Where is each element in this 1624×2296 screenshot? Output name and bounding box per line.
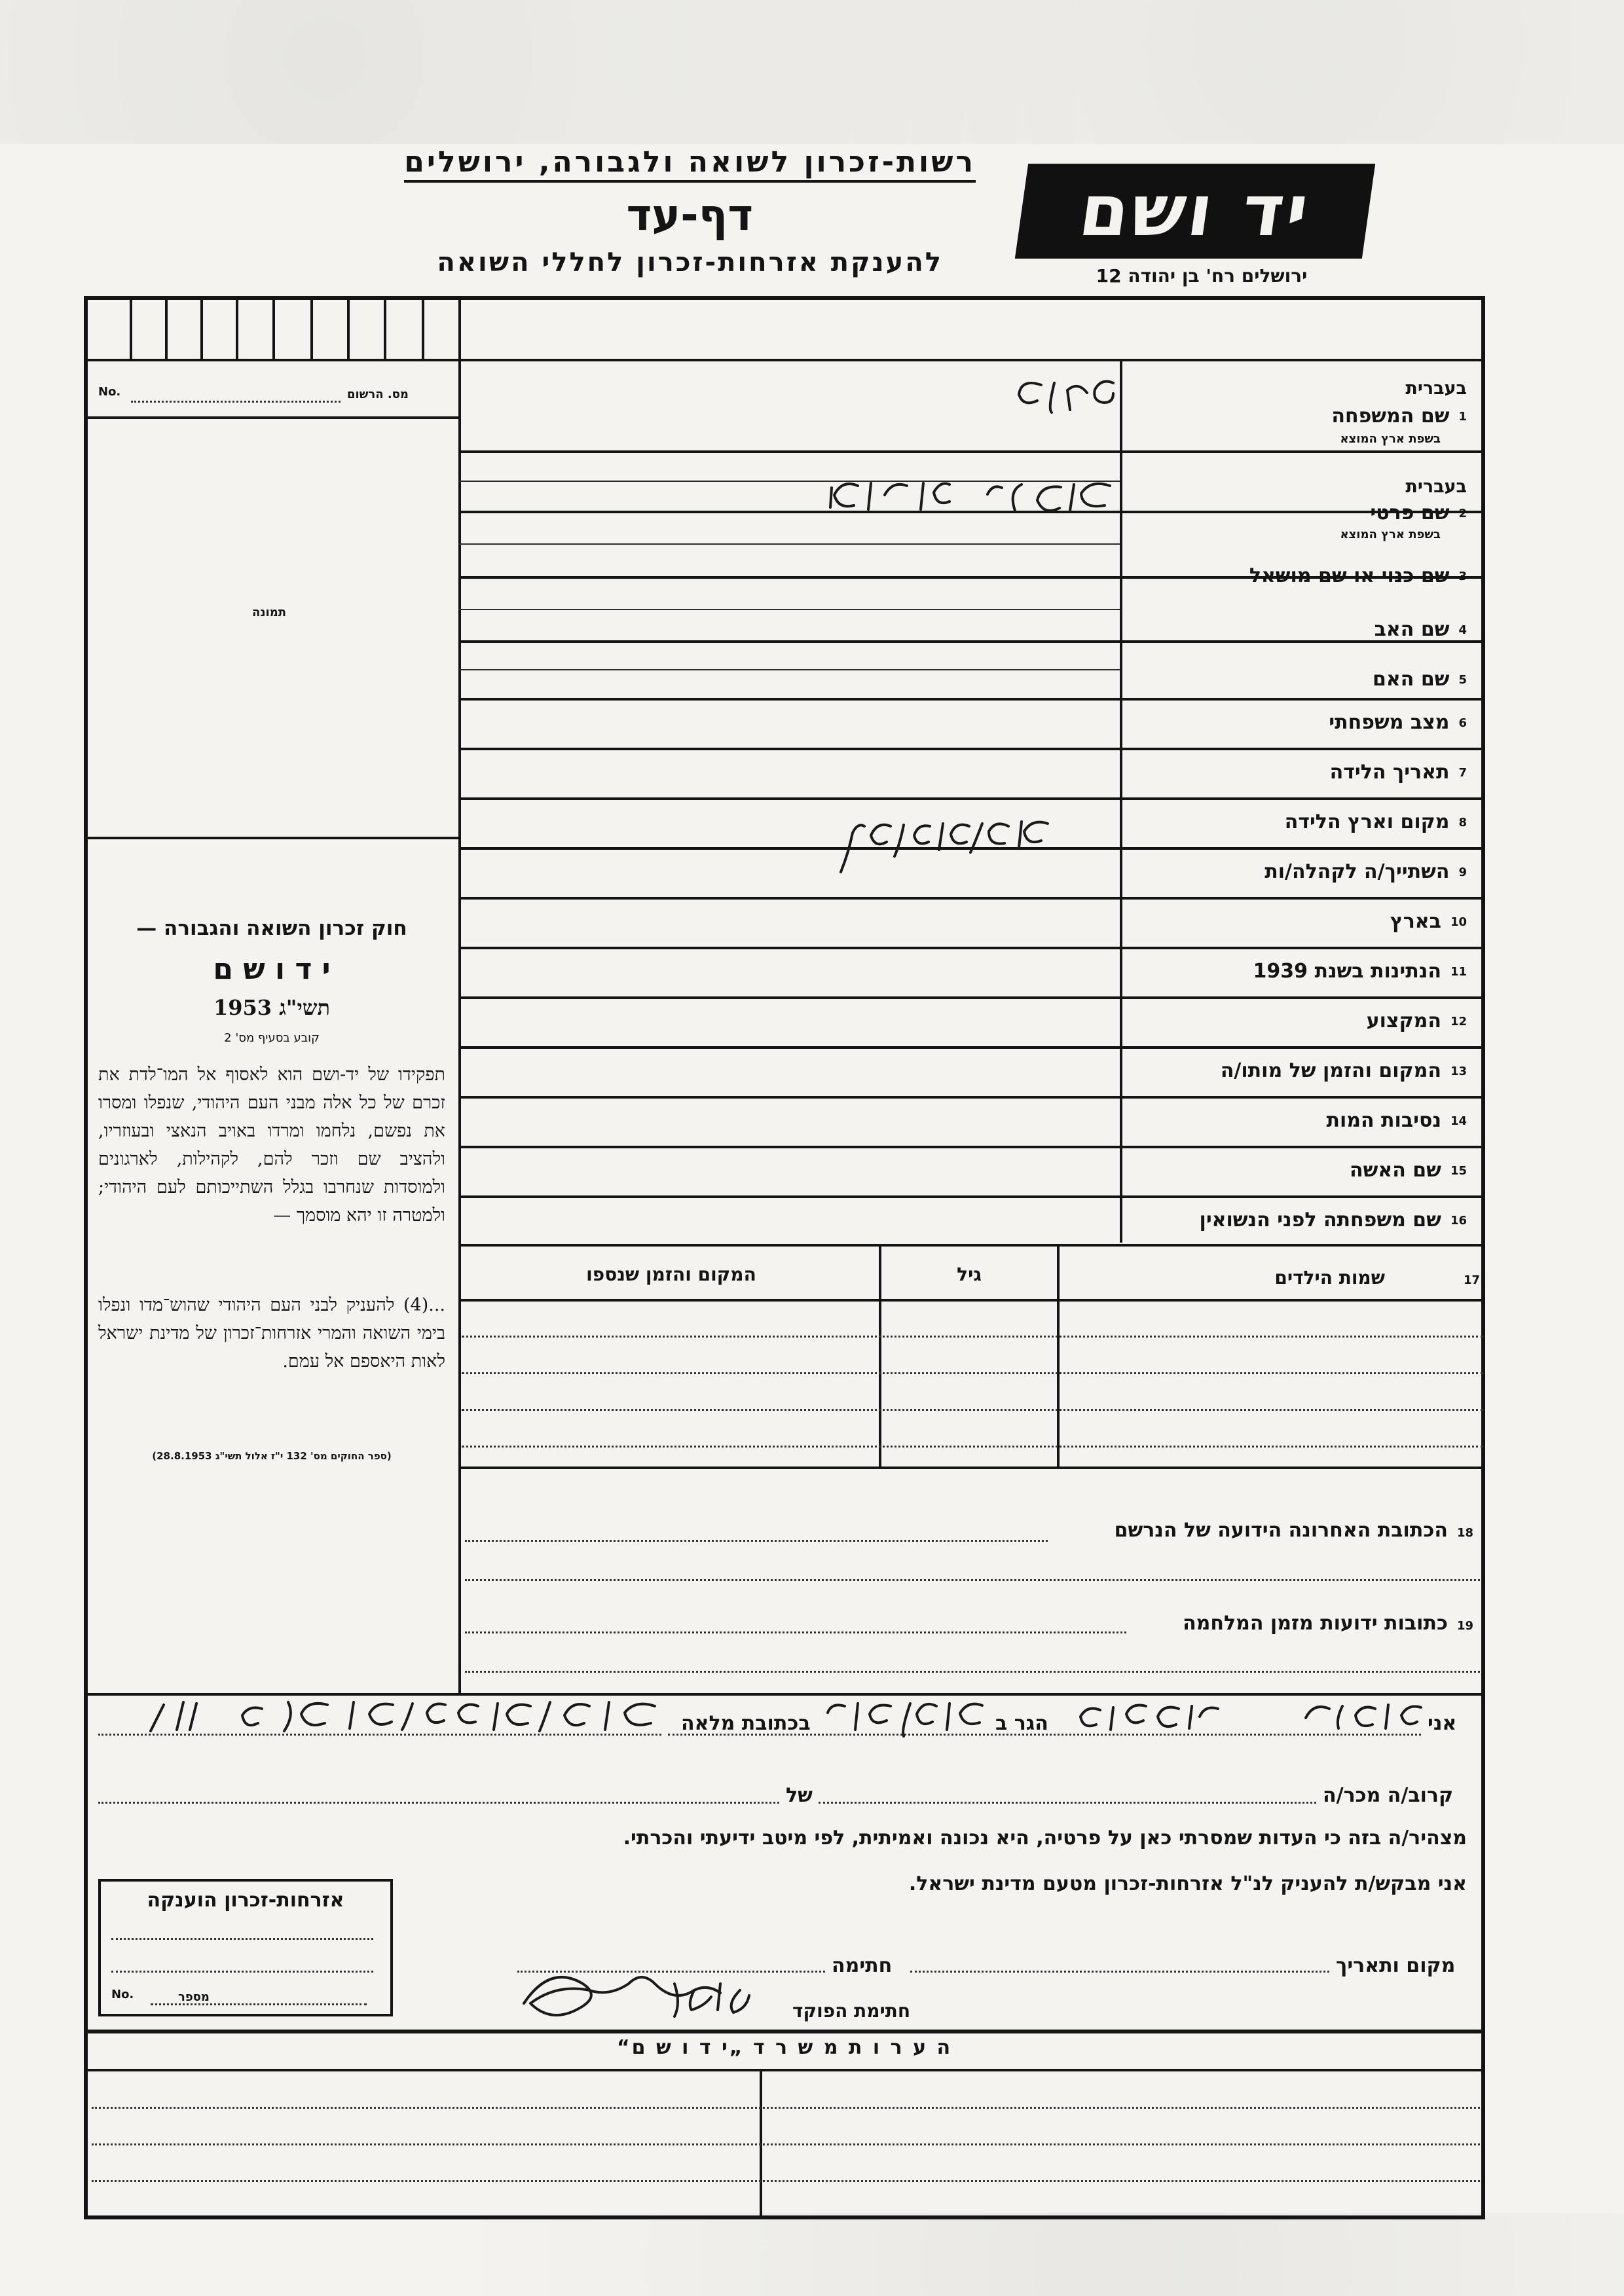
decl-relative: קרוב/ה מכר/ה <box>1323 1784 1454 1807</box>
law-paragraph-2: ...(4) להעניק לבני העם היהודי שהוש־מדו ונפלו בימי השואה והמרי אזרחות־זכרון של מדינת ישראל לאות היאספם אל עמם. <box>98 1295 445 1372</box>
field-number: 7 <box>1458 766 1467 780</box>
decl-ani: אני <box>1428 1712 1457 1735</box>
law-source: (ספר החוקים מס' 132 י"ז אלול תשי"ג 28.8.1953) <box>152 1450 392 1462</box>
field-label: מקום וארץ הלידה <box>1284 811 1450 833</box>
decl-gar: הגר ב <box>995 1712 1048 1735</box>
field-label: שם כנוי או שם מושאל <box>1249 564 1450 587</box>
field-label: שם האם <box>1373 668 1450 691</box>
handwriting-surname <box>1019 382 1113 412</box>
field-number: 3 <box>1458 570 1467 583</box>
field-label: כתובות ידועות מזמן המלחמה <box>1183 1612 1448 1635</box>
field-label: נסיבות המות <box>1326 1109 1441 1132</box>
page-title: דף-עד <box>626 190 753 240</box>
decl-request: אני מבקש/ת להעניק לנ"ל אזרחות-זכרון מטעם מדינת ישראל. <box>908 1872 1467 1895</box>
field-label: בארץ <box>1390 910 1441 933</box>
photo-label: תמונה <box>252 606 287 619</box>
field-label: המקום והזמן של מותו/ה <box>1220 1059 1441 1082</box>
field-number: 5 <box>1458 673 1467 687</box>
field-label: שם האב <box>1374 618 1450 641</box>
field-label: הנתינות בשנת 1939 <box>1253 960 1441 983</box>
field-label: מצב משפחתי <box>1329 711 1450 734</box>
office-remarks-title: ה ע ר ו ת מ ש ר ד „י ד ו ש ם“ <box>616 2036 953 2059</box>
citizenship-no: No. <box>111 1988 134 2001</box>
foreign-label: בשפת ארץ המוצא <box>1340 528 1441 541</box>
field-number: 6 <box>1458 716 1467 730</box>
field-number: 2 <box>1458 507 1467 520</box>
field-label: הכתובת האחרונה הידועה של הנרשם <box>1114 1519 1448 1542</box>
field-label: שם האשה <box>1350 1159 1441 1182</box>
children-header-age: גיל <box>957 1264 982 1285</box>
label-surname-hebrew: בעברית <box>1405 378 1467 399</box>
field-number: 4 <box>1458 623 1467 637</box>
law-clause: קובע בסעיף מס' 2 <box>224 1031 320 1045</box>
label-firstname-hebrew: בעברית <box>1405 477 1467 497</box>
authority-heading: רשות-זכרון לשואה ולגבורה, ירושלים <box>404 145 976 183</box>
field-number: 11 <box>1450 965 1467 979</box>
handwriting-declarant <box>151 1702 1421 1736</box>
field-label: שם משפחתה לפני הנשואין <box>1199 1209 1441 1231</box>
field-label: שם המשפחה <box>1331 405 1450 428</box>
registry-no-label: No. <box>98 385 121 399</box>
logo-text: יד ושם <box>1074 170 1316 252</box>
field-number: 18 <box>1456 1526 1473 1540</box>
field-number: 9 <box>1458 866 1467 879</box>
field-label: המקצוע <box>1366 1010 1441 1032</box>
logo-address: ירושלים רח' בן יהודה 12 <box>1096 265 1308 287</box>
handwriting-community <box>841 822 1048 872</box>
col-names: שמות הילדים <box>1274 1267 1385 1288</box>
handwriting-signature <box>524 1977 749 2016</box>
law-year: תשי"ג 1953 <box>213 995 330 1020</box>
field-label: השתייך/ה לקהלה/ות <box>1264 860 1450 883</box>
field-number: 8 <box>1458 816 1467 829</box>
law-name: י ד ו ש ם <box>213 953 331 986</box>
field-number: 17 <box>1463 1273 1480 1287</box>
foreign-label: בשפת ארץ המוצא <box>1340 432 1441 446</box>
decl-address: בכתובת מלאה <box>681 1712 811 1735</box>
children-header-place: המקום והזמן שנספו <box>586 1264 756 1285</box>
decl-of: של <box>786 1784 813 1807</box>
field-number: 19 <box>1456 1619 1473 1633</box>
page-subtitle: להענקת אזרחות-זכרון לחללי השואה <box>437 247 943 278</box>
place-date-label: מקום ותאריך <box>1336 1954 1456 1977</box>
officer-signature-label: חתימת הפוקד <box>792 2000 911 2022</box>
field-number: 16 <box>1450 1214 1467 1228</box>
handwriting-firstname <box>830 483 1110 511</box>
field-label: שם פרטי <box>1370 501 1450 524</box>
law-paragraph-1: תפקידו של יד-ושם הוא לאסוף אל המו־לדת את זכרם של כל אלה מבני העם היהודי, שנפלו ומסרו את נפשם, נלחמו ומרדו באויב הנאצי ובעוזריו, ולהציב שם וזכר להם, לקהילות, לארגונים ולמוסדות שנחרבו בגלל השתייכותם לעם היהודי; ולמטרה זו יהא מוסמך — <box>98 1065 445 1226</box>
field-number: 1 <box>1458 410 1467 424</box>
citizenship-number-label: מספר <box>178 1990 210 2004</box>
field-number: 10 <box>1450 915 1467 929</box>
decl-statement: מצהיר/ה בזה כי העדות שמסרתי כאן על פרטיה, היא נכונה ואמיתית, לפי מיטב ידיעתי והכרתי. <box>623 1827 1467 1850</box>
field-number: 13 <box>1450 1065 1467 1078</box>
law-title: חוק זכרון השואה והגבורה — <box>136 917 407 940</box>
signature-label: חתימה <box>832 1954 893 1977</box>
citizenship-title: אזרחות-זכרון הוענקה <box>147 1889 344 1912</box>
field-number: 15 <box>1450 1164 1467 1178</box>
registry-label: מס. הרשום <box>347 388 409 401</box>
field-number: 14 <box>1450 1114 1467 1128</box>
field-label: תאריך הלידה <box>1329 761 1450 784</box>
field-number: 12 <box>1450 1015 1467 1029</box>
